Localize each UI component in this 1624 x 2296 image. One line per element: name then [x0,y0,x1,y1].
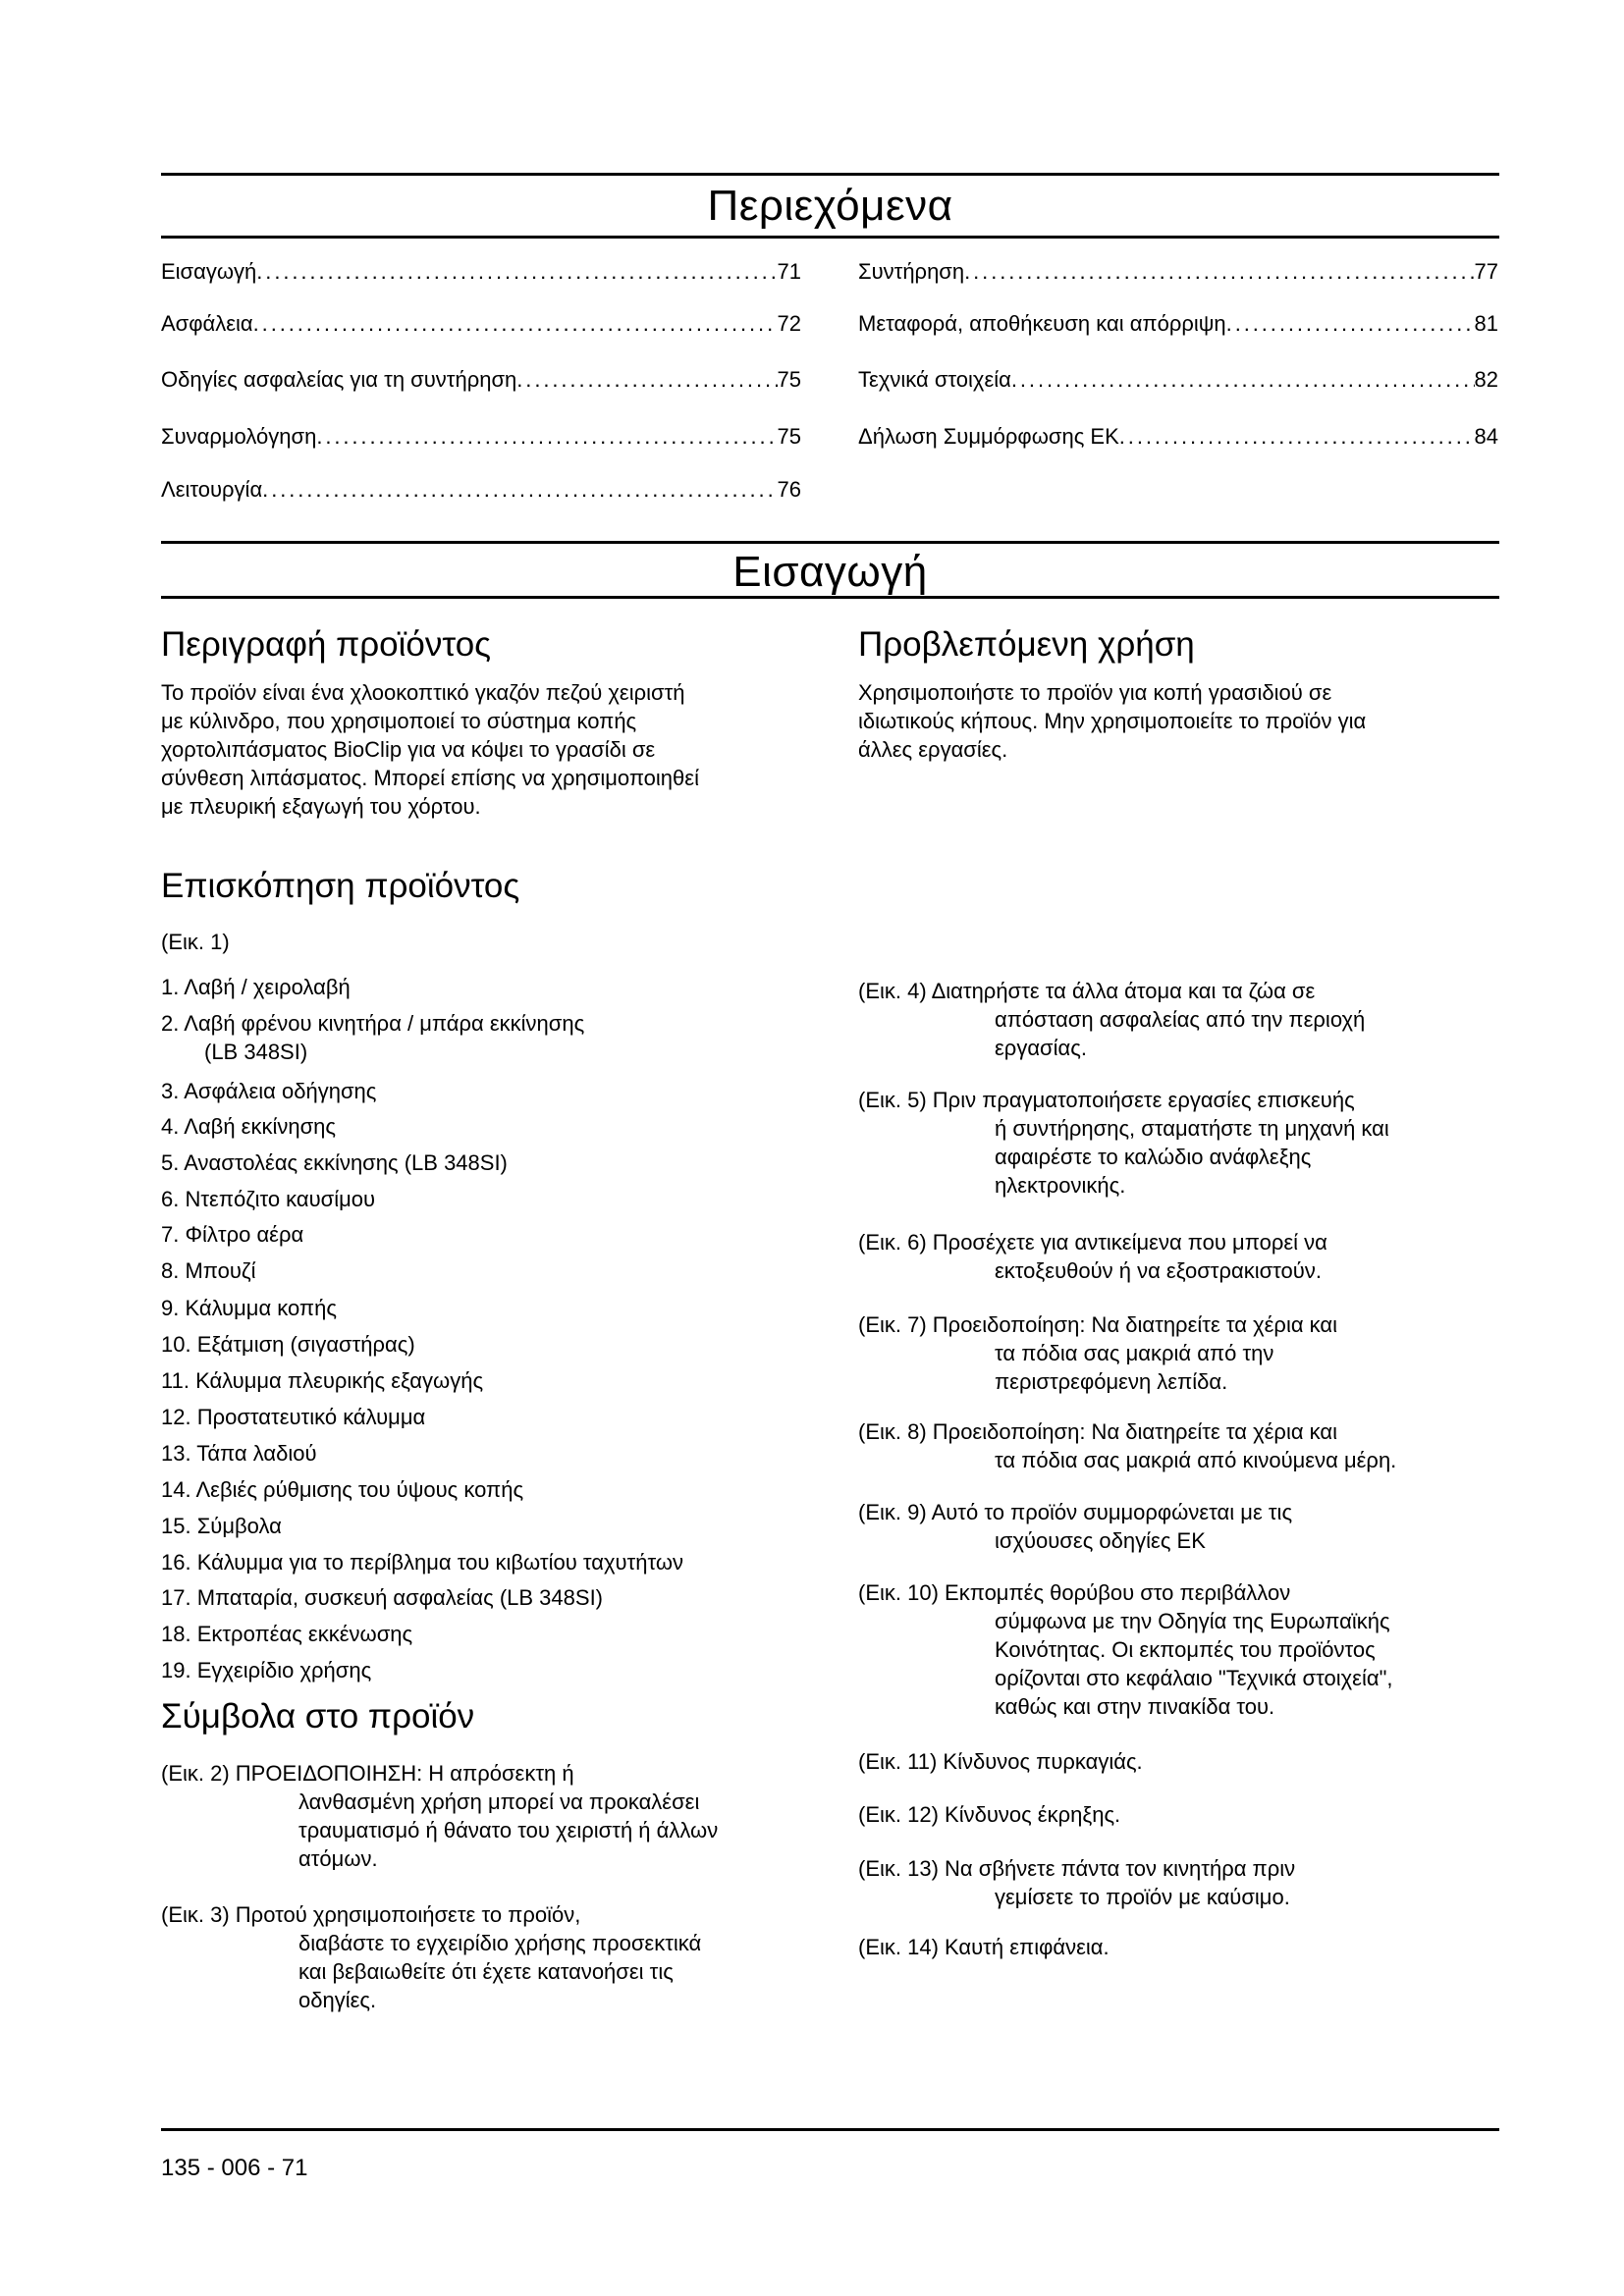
fig-line: ισχύουσες οδηγίες ΕΚ [995,1528,1206,1553]
fig-line: περιστρεφόμενη λεπίδα. [995,1369,1228,1394]
toc-leader [1011,365,1475,395]
toc-label: Δήλωση Συμμόρφωσης ΕΚ [858,424,1119,449]
list-item: 10. Εξάτμιση (σιγαστήρας) [161,1332,415,1357]
toc-entry[interactable] [161,475,801,505]
symbol-fig-11 [858,1747,1496,1776]
text-line: ιδιωτικούς κήπους. Μην χρησιμοποιείτε το προϊόν για [858,709,1367,733]
list-item: 17. Μπαταρία, συσκευή ασφαλείας (LB 348SI) [161,1585,604,1610]
symbols-heading: Σύμβολα στο προϊόν [161,1697,475,1735]
symbol-fig-7 [858,1310,1496,1396]
list-item: 15. Σύμβολα [161,1514,282,1538]
text-line: Το προϊόν είναι ένα χλοοκοπτικό γκαζόν πεζού χειριστή [161,680,685,705]
fig-line: ορίζονται στο κεφάλαιο "Τεχνικά στοιχεία", [995,1666,1393,1690]
fig-line: ατόμων. [298,1846,378,1871]
toc-entry[interactable] [161,365,801,395]
toc-page: 84 [1474,424,1498,449]
fig-first-line: (Εικ. 7) Προειδοποίηση: Να διατηρείτε τα χέρια και [858,1312,1338,1337]
fig-first-line: (Εικ. 4) Διατηρήστε τα άλλα άτομα και τα ζώα σε [858,979,1316,1003]
toc-page: 75 [777,367,801,392]
toc-entry[interactable] [161,257,801,287]
list-item: 7. Φίλτρο αέρα [161,1222,304,1247]
symbol-fig-12 [858,1800,1496,1829]
toc-label: Συναρμολόγηση [161,424,317,449]
list-item: 3. Ασφάλεια οδήγησης [161,1079,377,1103]
contents-title: Περιεχόμενα [707,182,953,230]
symbol-fig-14 [858,1933,1496,1961]
toc-label: Οδηγίες ασφαλείας για τη συντήρηση [161,367,517,392]
fig-line: τα πόδια σας μακριά από την [995,1341,1274,1365]
contents-bottom-rule [161,236,1499,239]
toc-label: Μεταφορά, αποθήκευση και απόρριψη [858,311,1226,336]
fig-first-line: (Εικ. 6) Προσέχετε για αντικείμενα που μπορεί να [858,1230,1327,1255]
toc-entry[interactable] [858,257,1498,287]
list-item: 1. Λαβή / χειρολαβή [161,975,351,999]
fig-line: λανθασμένη χρήση μπορεί να προκαλέσει [298,1789,700,1814]
symbol-fig-3 [161,1900,829,2014]
toc-page: 76 [777,477,801,502]
toc-leader [262,475,777,505]
fig-first-line: (Εικ. 12) Κίνδυνος έκρηξης. [858,1802,1121,1827]
list-item: 9. Κάλυμμα κοπής [161,1296,337,1320]
list-item: 11. Κάλυμμα πλευρικής εξαγωγής [161,1368,484,1393]
toc-leader [516,365,777,395]
page-code: 135 - 006 - 71 [161,2155,308,2181]
toc-page: 77 [1474,259,1498,284]
list-item: (LB 348SI) [204,1040,308,1064]
list-item: 18. Εκτροπέας εκκένωσης [161,1622,413,1646]
fig-line: εργασίας. [995,1036,1087,1060]
list-item: 6. Ντεπόζιτο καυσίμου [161,1187,376,1211]
toc-leader [316,422,777,452]
toc-leader [256,257,777,287]
toc-leader [1119,422,1475,452]
fig-first-line: (Εικ. 9) Αυτό το προϊόν συμμορφώνεται με τις [858,1500,1293,1524]
text-line: σύνθεση λιπάσματος. Μπορεί επίσης να χρησιμοποιηθεί [161,766,699,790]
text-line: χορτολιπάσματος BioClip για να κόψει το γρασίδι σε [161,737,656,762]
list-item: 4. Λαβή εκκίνησης [161,1114,337,1139]
list-item: 5. Αναστολέας εκκίνησης (LB 348SI) [161,1150,508,1175]
toc-label: Εισαγωγή [161,259,257,284]
toc-entry[interactable] [858,365,1498,395]
toc-entry[interactable] [161,309,801,339]
toc-label: Τεχνικά στοιχεία [858,367,1011,392]
toc-page: 72 [777,311,801,336]
list-item: 16. Κάλυμμα για το περίβλημα του κιβωτίου ταχυτήτων [161,1550,684,1575]
toc-entry[interactable] [858,309,1498,339]
list-item: 8. Μπουζί [161,1258,256,1283]
symbol-fig-8 [858,1417,1496,1474]
fig-line: τα πόδια σας μακριά από κινούμενα μέρη. [995,1448,1397,1472]
toc-label: Ασφάλεια [161,311,253,336]
fig-first-line: (Εικ. 8) Προειδοποίηση: Να διατηρείτε τα χέρια και [858,1419,1338,1444]
symbol-fig-6 [858,1228,1496,1285]
text-line: με πλευρική εξαγωγή του χόρτου. [161,794,481,819]
fig-line: εκτοξευθούν ή να εξοστρακιστούν. [995,1258,1322,1283]
fig-line: αφαιρέστε το καλώδιο ανάφλεξης [995,1145,1312,1169]
list-item: 14. Λεβιές ρύθμισης του ύψους κοπής [161,1477,524,1502]
footer-rule [161,2128,1499,2131]
symbol-fig-10 [858,1578,1496,1721]
contents-top-rule [161,173,1499,176]
list-item: 2. Λαβή φρένου κινητήρα / μπάρα εκκίνησης [161,1011,585,1036]
fig-first-line: (Εικ. 5) Πριν πραγματοποιήσετε εργασίες επισκευής [858,1088,1355,1112]
intro-title: Εισαγωγή [732,548,928,596]
fig-line: Κοινότητας. Οι εκπομπές του προϊόντος [995,1637,1376,1662]
fig-first-line: (Εικ. 11) Κίνδυνος πυρκαγιάς. [858,1749,1143,1774]
fig-line: σύμφωνα με την Οδηγία της Ευρωπαϊκής [995,1609,1390,1633]
fig-first-line: (Εικ. 3) Προτού χρησιμοποιήσετε το προϊόν, [161,1902,581,1927]
overview-fig-ref: (Εικ. 1) [161,930,230,954]
symbol-fig-13 [858,1854,1496,1911]
toc-page: 82 [1474,367,1498,392]
symbol-fig-4 [858,977,1496,1062]
fig-first-line: (Εικ. 14) Καυτή επιφάνεια. [858,1935,1110,1959]
toc-entry[interactable] [858,422,1498,452]
toc-leader [964,257,1474,287]
text-line: με κύλινδρο, που χρησιμοποιεί το σύστημα κοπής [161,709,637,733]
fig-line: γεμίσετε το προϊόν με καύσιμο. [995,1885,1290,1909]
symbol-fig-5 [858,1086,1496,1200]
overview-heading: Επισκόπηση προϊόντος [161,867,520,905]
toc-leader [1226,309,1475,339]
toc-page: 71 [777,259,801,284]
toc-label: Συντήρηση [858,259,965,284]
text-line: Χρησιμοποιήστε το προϊόν για κοπή γρασιδιού σε [858,680,1332,705]
symbol-fig-2 [161,1759,829,1873]
fig-first-line: (Εικ. 10) Εκπομπές θορύβου στο περιβάλλον [858,1580,1291,1605]
toc-label: Λειτουργία [161,477,263,502]
product-description-text [161,678,829,821]
toc-leader [253,309,778,339]
fig-line: τραυματισμό ή θάνατο του χειριστή ή άλλων [298,1818,719,1842]
text-line: άλλες εργασίες. [858,737,1008,762]
fig-first-line: (Εικ. 2) ΠΡΟΕΙΔΟΠΟΙΗΣΗ: Η απρόσεκτη ή [161,1761,574,1786]
fig-line: ή συντήρησης, σταματήστε τη μηχανή και [995,1116,1389,1141]
fig-line: διαβάστε το εγχειρίδιο χρήσης προσεκτικά [298,1931,702,1955]
fig-first-line: (Εικ. 13) Να σβήνετε πάντα τον κινητήρα πριν [858,1856,1296,1881]
list-item: 13. Τάπα λαδιού [161,1441,317,1466]
intended-use-heading: Προβλεπόμενη χρήση [858,625,1195,664]
intro-top-rule [161,541,1499,544]
fig-line: καθώς και στην πινακίδα του. [995,1694,1275,1719]
product-description-heading: Περιγραφή προϊόντος [161,625,492,664]
intro-bottom-rule [161,596,1499,599]
toc-page: 75 [777,424,801,449]
fig-line: ηλεκτρονικής. [995,1173,1126,1198]
toc-page: 81 [1474,311,1498,336]
list-item: 12. Προστατευτικό κάλυμμα [161,1405,426,1429]
list-item: 19. Εγχειρίδιο χρήσης [161,1658,372,1682]
fig-line: απόσταση ασφαλείας από την περιοχή [995,1007,1366,1032]
fig-line: και βεβαιωθείτε ότι έχετε κατανοήσει τις [298,1959,674,1984]
intended-use-text [858,678,1496,764]
symbol-fig-9 [858,1498,1496,1555]
toc-entry[interactable] [161,422,801,452]
fig-line: οδηγίες. [298,1988,377,2012]
